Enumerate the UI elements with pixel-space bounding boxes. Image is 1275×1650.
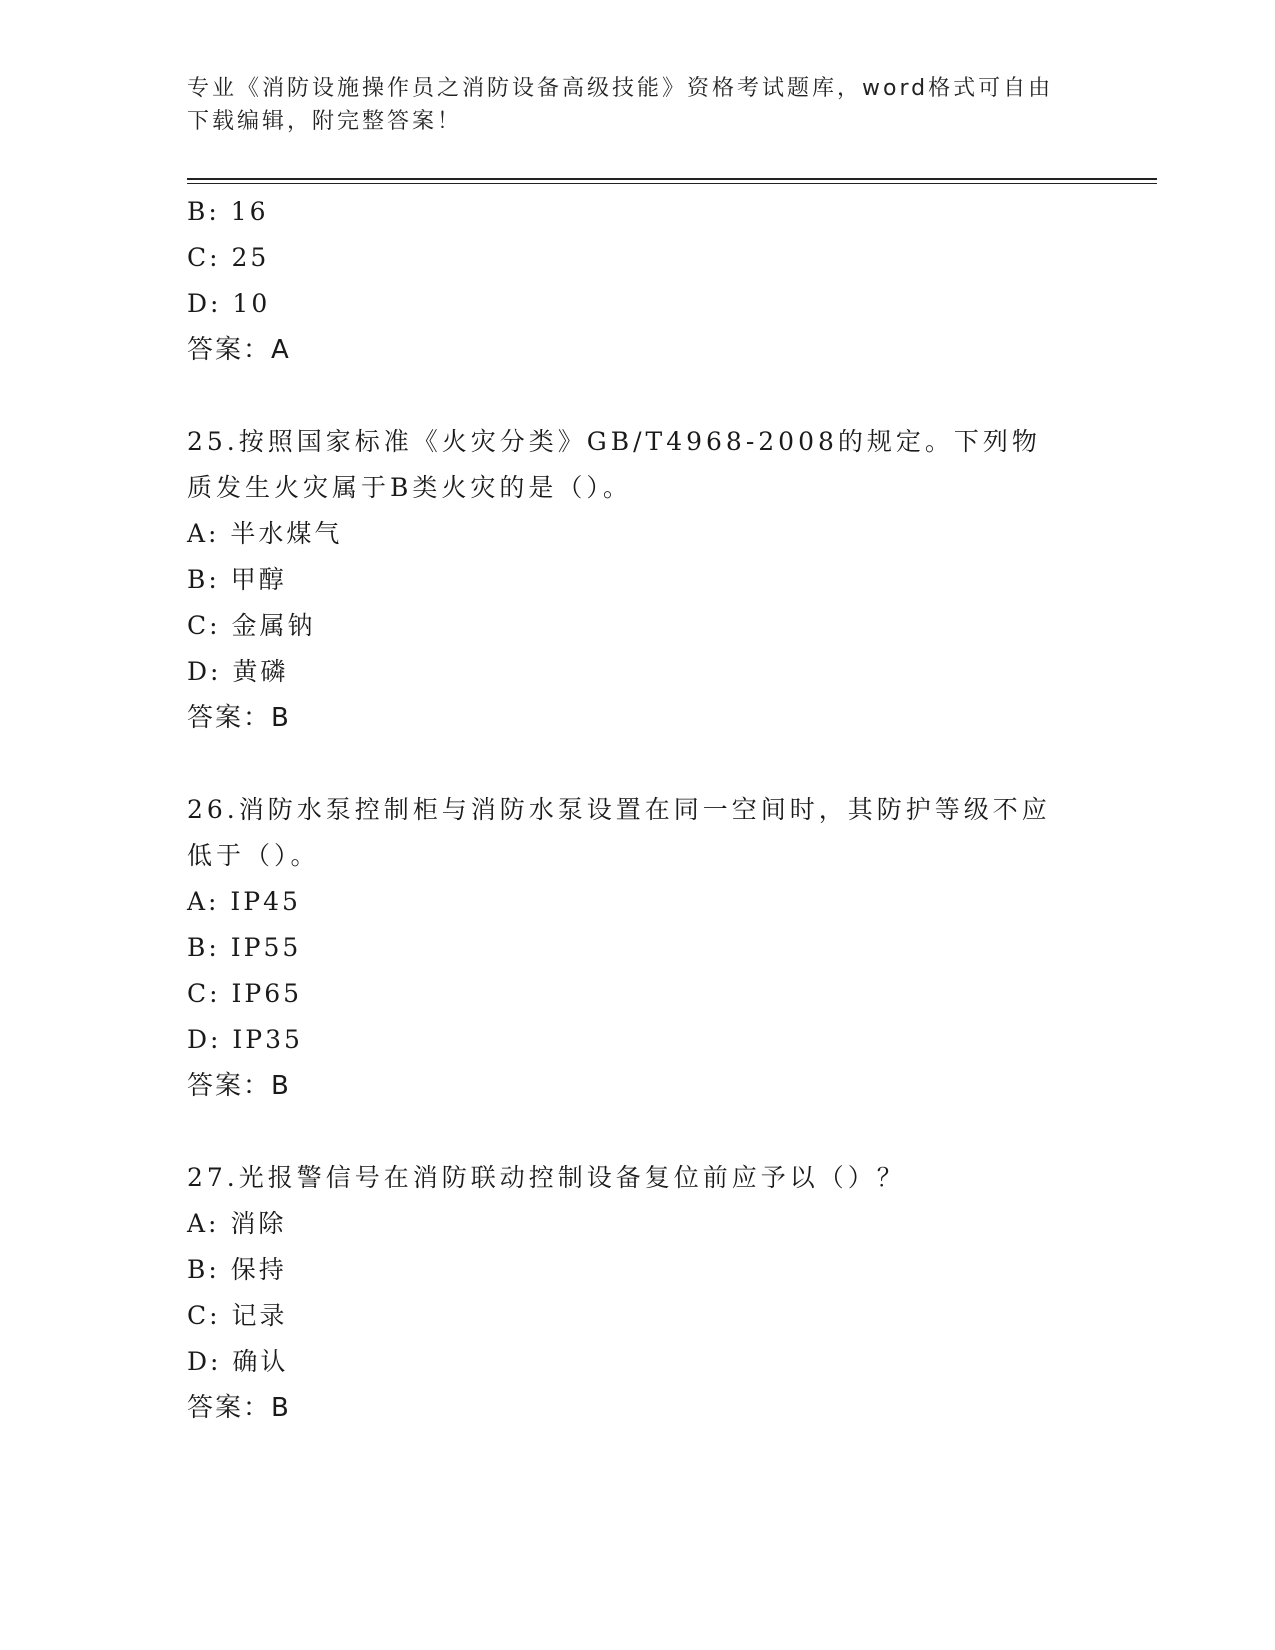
option-b: B: 保持 [187, 1255, 287, 1284]
answer-line: 答案：B [187, 1393, 291, 1423]
question-27 [187, 1155, 1087, 1431]
question-stem: 25.按照国家标准《火灾分类》GB/T4968-2008的规定。下列物质发生火灾属于B类火灾的是（）。 [187, 427, 1041, 502]
option-a: A: 半水煤气 [187, 519, 343, 548]
option-c: C: 记录 [187, 1301, 288, 1330]
question-25 [187, 419, 1087, 741]
option-d: D: 10 [187, 289, 271, 318]
option-b: B: IP55 [187, 933, 302, 962]
option-c: C: 25 [187, 243, 270, 272]
header-divider-thick [187, 178, 1157, 180]
option-c: C: 金属钠 [187, 611, 316, 640]
question-stem: 26.消防水泵控制柜与消防水泵设置在同一空间时，其防护等级不应低于（）。 [187, 795, 1051, 870]
carryover-question [187, 189, 1087, 373]
option-b: B: 16 [187, 197, 269, 226]
option-d: D: 确认 [187, 1347, 289, 1376]
answer-line: 答案：B [187, 703, 291, 733]
header-divider-thin [187, 183, 1157, 184]
question-stem: 27.光报警信号在消防联动控制设备复位前应予以（）？ [187, 1163, 906, 1192]
option-d: D: IP35 [187, 1025, 303, 1054]
option-c: C: IP65 [187, 979, 303, 1008]
option-a: A: IP45 [187, 887, 301, 916]
document-header: 专业《消防设施操作员之消防设备高级技能》资格考试题库，word格式可自由下载编辑，附完整答案！ [187, 76, 1054, 134]
option-a: A: 消除 [187, 1209, 287, 1238]
option-b: B: 甲醇 [187, 565, 287, 594]
option-d: D: 黄磷 [187, 657, 289, 686]
question-26 [187, 787, 1087, 1109]
document-body [187, 189, 1087, 1431]
answer-line: 答案：B [187, 1071, 291, 1101]
answer-line: 答案：A [187, 335, 291, 365]
